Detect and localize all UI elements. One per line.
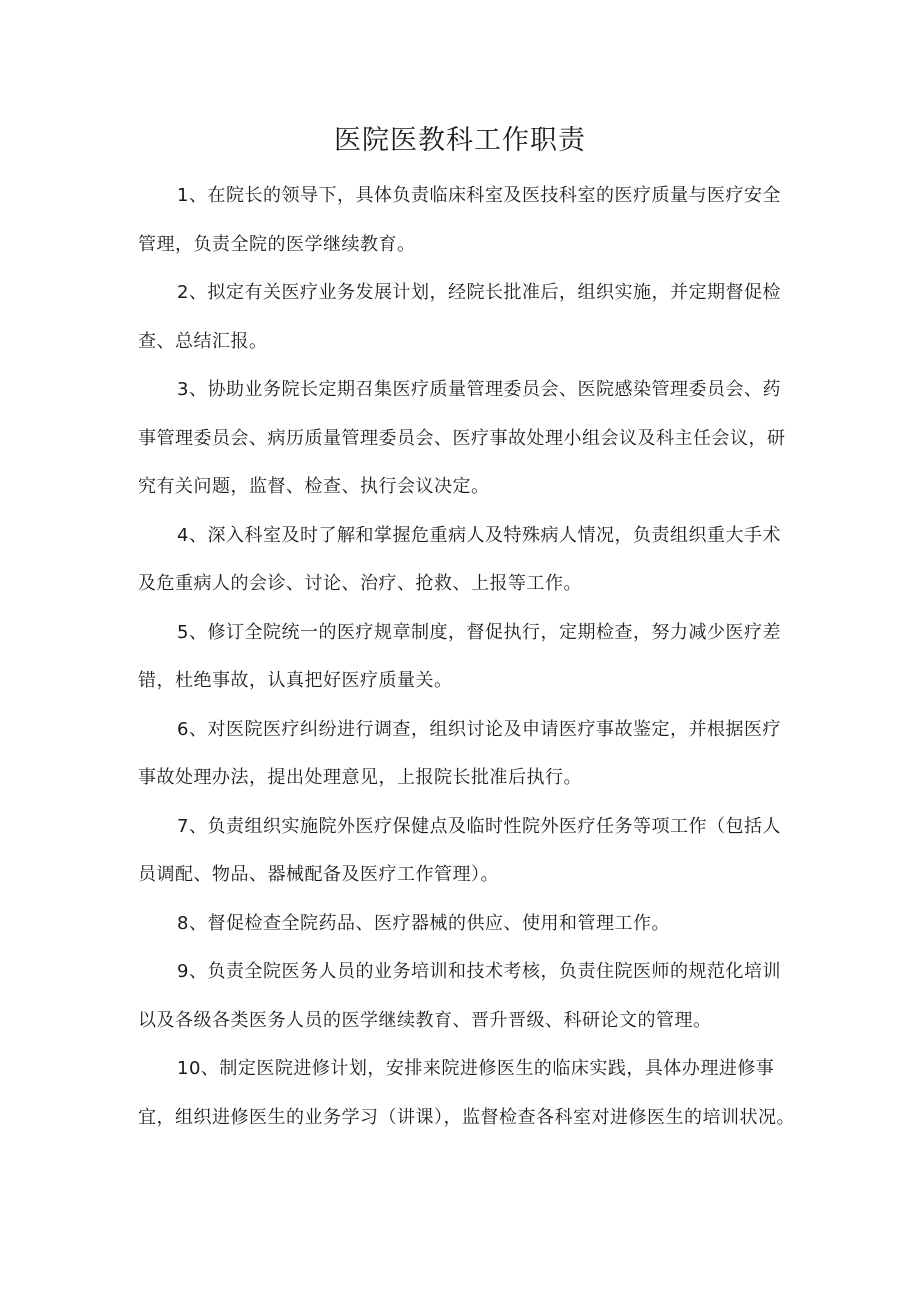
duty-paragraph-7: 7、负责组织实施院外医疗保健点及临时性院外医疗任务等项工作（包括人员调配、物品、器械配备及医疗工作管理）。 <box>138 815 781 885</box>
document-title: 医院医教科工作职责 <box>334 125 586 156</box>
document-body <box>138 172 798 1142</box>
duty-paragraph-4: 4、深入科室及时了解和掌握危重病人及特殊病人情况，负责组织重大手术及危重病人的会诊、讨论、治疗、抢救、上报等工作。 <box>138 524 781 594</box>
duty-paragraph-10: 10、制定医院进修计划，安排来院进修医生的临床实践，具体办理进修事宜，组织进修医生的业务学习（讲课），监督检查各科室对进修医生的培训状况。 <box>138 1058 795 1128</box>
duty-paragraph-6: 6、对医院医疗纠纷进行调查，组织讨论及申请医疗事故鉴定，并根据医疗事故处理办法，提出处理意见，上报院长批准后执行。 <box>138 718 781 788</box>
duty-paragraph-3: 3、协助业务院长定期召集医疗质量管理委员会、医院感染管理委员会、药事管理委员会、病历质量管理委员会、医疗事故处理小组会议及科主任会议，研究有关问题，监督、检查、执行会议决定。 <box>138 379 786 497</box>
duty-paragraph-2: 2、拟定有关医疗业务发展计划，经院长批准后，组织实施，并定期督促检查、总结汇报。 <box>138 282 781 352</box>
duty-paragraph-8: 8、督促检查全院药品、医疗器械的供应、使用和管理工作。 <box>177 912 670 934</box>
duty-paragraph-9: 9、负责全院医务人员的业务培训和技术考核，负责住院医师的规范化培训以及各级各类医务人员的医学继续教育、晋升晋级、科研论文的管理。 <box>138 961 781 1031</box>
duty-paragraph-5: 5、修订全院统一的医疗规章制度，督促执行，定期检查，努力减少医疗差错，杜绝事故，认真把好医疗质量关。 <box>138 621 781 691</box>
duty-paragraph-1: 1、在院长的领导下，具体负责临床科室及医技科室的医疗质量与医疗安全管理，负责全院的医学继续教育。 <box>138 185 781 255</box>
